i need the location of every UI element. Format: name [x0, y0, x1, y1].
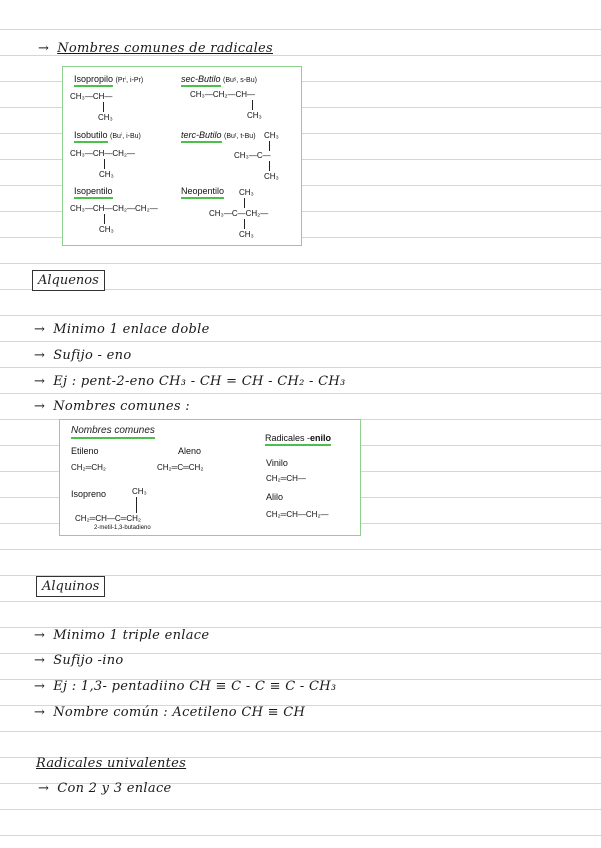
isopentilo-label: Isopentilo [74, 186, 113, 196]
isopreno-subname: 2-metil-1,3-butadieno [94, 525, 151, 531]
arrow-icon: → [34, 399, 46, 414]
tercbutilo-formula: CH₃—C— [234, 151, 271, 160]
alquinos-line-3: → Ej : 1,3- pentadiino CH ≡ C - C ≡ C - CH₃ [34, 679, 337, 694]
radicales-univalentes-line: → Con 2 y 3 enlace [38, 781, 172, 796]
arrow-icon: → [34, 348, 46, 363]
arrow-icon: → [34, 322, 46, 337]
bond-line [136, 497, 137, 513]
nombres-comunes-title: Nombres comunes [71, 425, 155, 436]
isopreno-top: CH₃ [132, 487, 147, 496]
arrow-icon: → [34, 628, 46, 643]
bond-line [269, 161, 270, 171]
tercbutilo-branch: CH₃ [264, 172, 279, 181]
alilo-formula: CH₂═CH—CH₂— [266, 510, 329, 519]
bond-line [244, 198, 245, 208]
isopreno-label: Isopreno [71, 489, 107, 499]
arrow-icon: → [38, 41, 50, 56]
arrow-icon: → [34, 374, 46, 389]
bond-line [103, 102, 104, 112]
alquinos-line-4: → Nombre común : Acetileno CH ≡ CH [34, 705, 306, 720]
alquenos-line-1: → Minimo 1 enlace doble [34, 322, 210, 337]
arrow-icon: → [34, 653, 46, 668]
isobutilo-label: Isobutilo (Buⁱ, i-Bu) [74, 130, 141, 140]
isopentilo-branch: CH₃ [99, 225, 114, 234]
neopentilo-label: Neopentilo [181, 186, 224, 196]
alquenos-line-4: → Nombres comunes : [34, 399, 190, 414]
nombres-comunes-panel [59, 419, 361, 536]
vinilo-label: Vinilo [266, 458, 288, 468]
isopropilo-label: Isopropilo (Prⁱ, i-Pr) [74, 74, 143, 84]
isopropilo-formula: CH₃—CH— [70, 92, 113, 101]
isobutilo-branch: CH₃ [99, 170, 114, 179]
isopropilo-branch: CH₃ [98, 113, 113, 122]
arrow-icon: → [34, 679, 46, 694]
bond-line [244, 219, 245, 229]
bond-line [252, 100, 253, 110]
neopentilo-branch: CH₃ [239, 230, 254, 239]
etileno-formula: CH₂═CH₂ [71, 463, 106, 472]
secbutilo-formula: CH₃—CH₂—CH— [190, 90, 256, 99]
arrow-icon: → [38, 781, 50, 796]
aleno-formula: CH₂═C═CH₂ [157, 463, 204, 472]
tercbutilo-top: CH₃ [264, 131, 279, 140]
alilo-label: Alilo [266, 492, 284, 502]
etileno-label: Etileno [71, 446, 99, 456]
vinilo-formula: CH₂═CH— [266, 474, 306, 483]
section-heading-radicales: → Nombres comunes de radicales [38, 41, 273, 56]
alquinos-heading: Alquinos [36, 576, 105, 597]
neopentilo-top: CH₃ [239, 188, 254, 197]
tercbutilo-label: terc-Butilo (Buᵗ, t-Bu) [181, 130, 256, 140]
aleno-label: Aleno [178, 446, 202, 456]
radicales-univalentes-heading: Radicales univalentes [36, 756, 187, 771]
bond-line [104, 214, 105, 224]
secbutilo-branch: CH₃ [247, 111, 262, 120]
secbutilo-label: sec-Butilo (Buˢ, s-Bu) [181, 74, 257, 84]
bond-line [269, 141, 270, 151]
isopentilo-formula: CH₃—CH—CH₂—CH₂— [70, 204, 158, 213]
radicales-panel [62, 66, 302, 246]
alquenos-heading: Alquenos [32, 270, 105, 291]
isobutilo-formula: CH₃—CH—CH₂— [70, 149, 136, 158]
arrow-icon: → [34, 705, 46, 720]
alquinos-line-2: → Sufijo -ino [34, 653, 124, 668]
alquinos-line-1: → Minimo 1 triple enlace [34, 628, 210, 643]
isopreno-formula: CH₂═CH—C═CH₂ [75, 514, 141, 523]
alquenos-line-2: → Sufijo - eno [34, 348, 132, 363]
radicales-enilo-title: Radicales -enilo [265, 433, 331, 443]
alquenos-line-3: → Ej : pent-2-eno CH₃ - CH = CH - CH₂ - CH₃ [34, 374, 346, 389]
neopentilo-formula: CH₃—C—CH₂— [209, 209, 269, 218]
bond-line [104, 159, 105, 169]
